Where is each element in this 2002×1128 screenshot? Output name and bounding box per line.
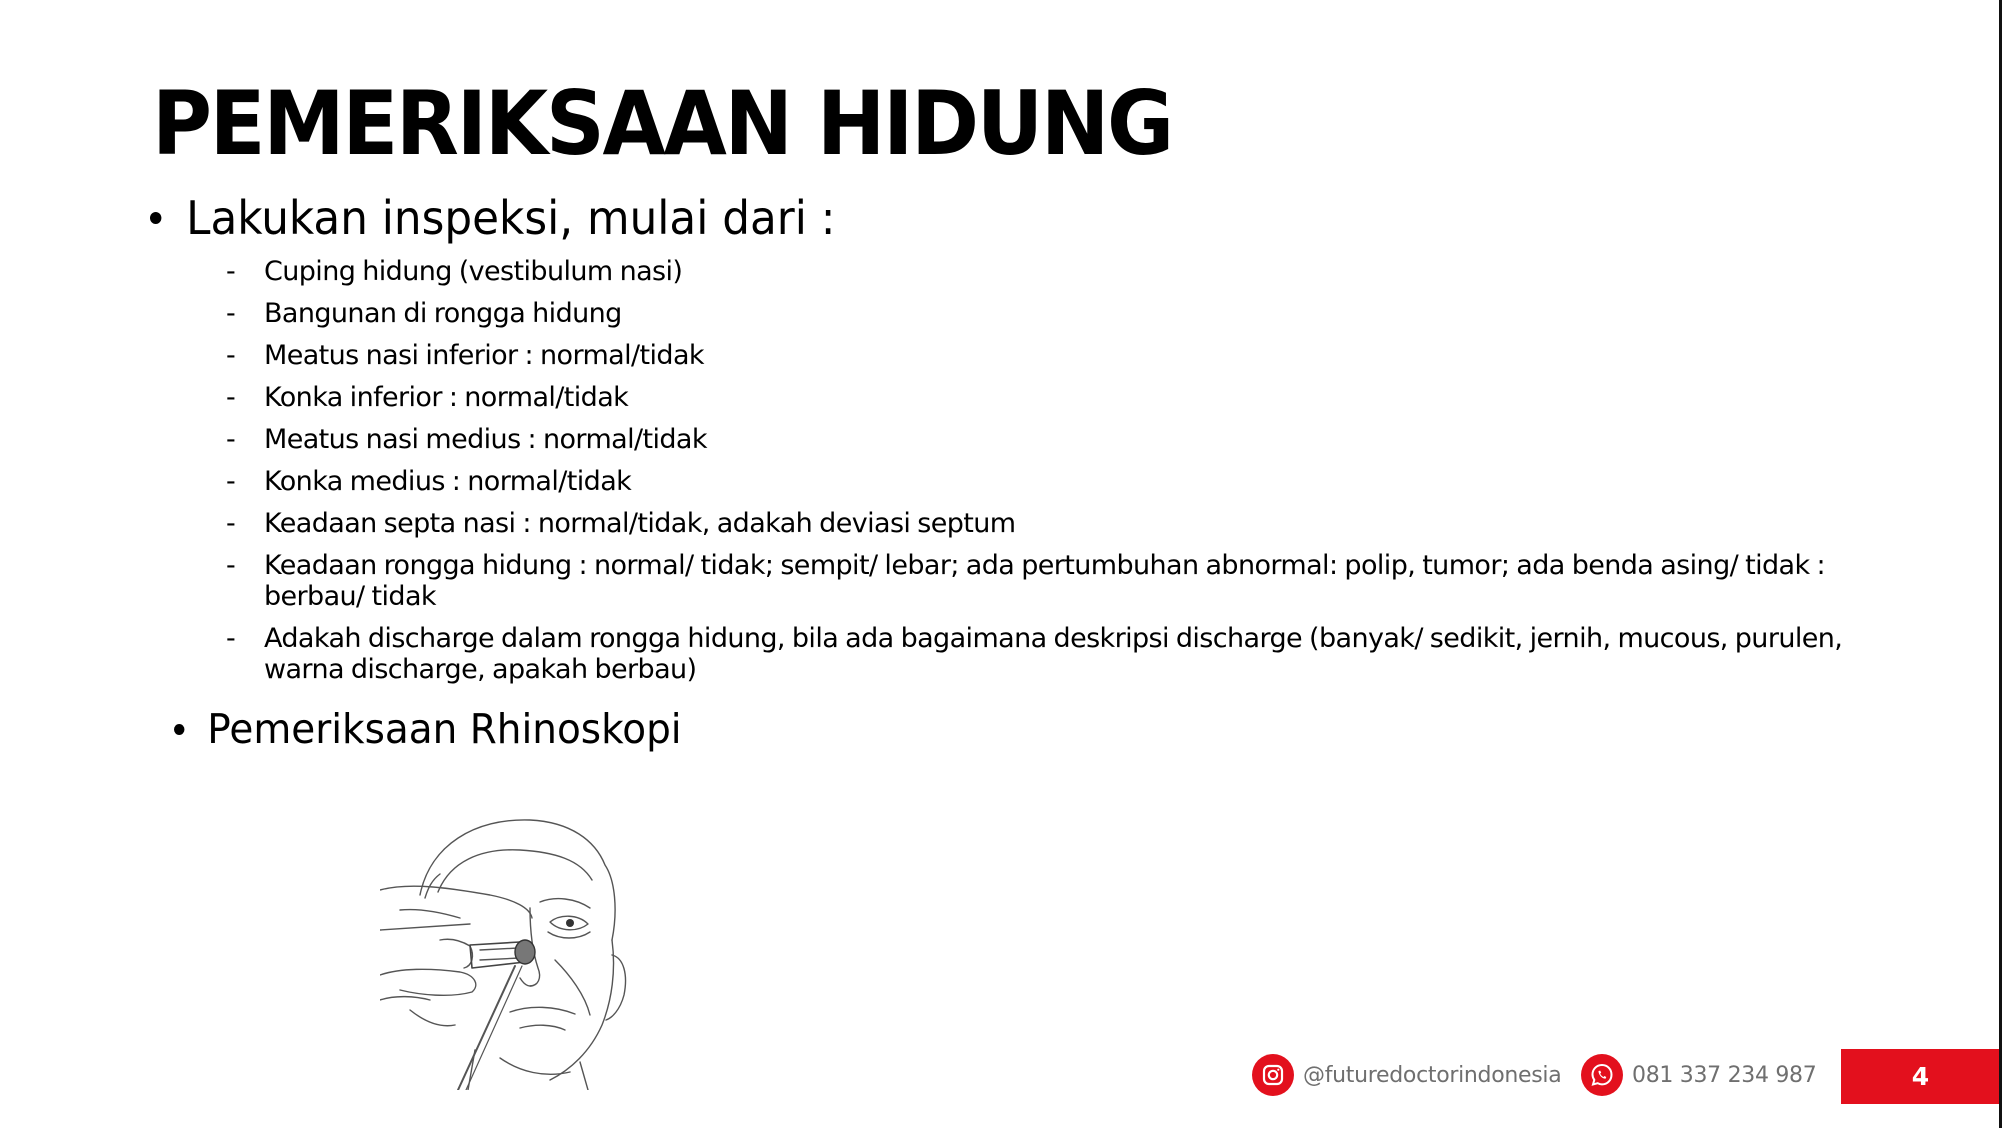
whatsapp-icon bbox=[1581, 1054, 1623, 1096]
sub-item-text: Keadaan rongga hidung : normal/ tidak; sempit/ lebar; ada pertumbuhan abnormal: polip, tumor; ada benda asing/ tidak : berbau/ tidak bbox=[264, 550, 1825, 612]
dash-marker: - bbox=[226, 424, 236, 455]
inspection-sublist bbox=[226, 256, 1846, 696]
sub-item-text: Adakah discharge dalam rongga hidung, bila ada bagaimana deskripsi discharge (banyak/ sedikit, jernih, mucous, purulen, warna discharge, apakah berbau) bbox=[264, 623, 1843, 685]
whatsapp-phone: 081 337 234 987 bbox=[1632, 1062, 1817, 1088]
bullet-label: Pemeriksaan Rhinoskopi bbox=[207, 705, 682, 753]
instagram-link[interactable] bbox=[1252, 1052, 1561, 1098]
sub-item-text: Cuping hidung (vestibulum nasi) bbox=[264, 256, 683, 287]
sub-item bbox=[226, 466, 1846, 497]
instagram-handle: @futuredoctorindonesia bbox=[1303, 1062, 1562, 1088]
sub-item-text: Bangunan di rongga hidung bbox=[264, 298, 622, 329]
sub-item bbox=[226, 256, 1846, 287]
bullet-rhinoscopy bbox=[174, 704, 682, 754]
instagram-icon bbox=[1252, 1054, 1294, 1096]
bullet-label: Lakukan inspeksi, mulai dari : bbox=[186, 191, 836, 245]
rhinoscopy-illustration bbox=[380, 800, 630, 1090]
whatsapp-link[interactable] bbox=[1581, 1052, 1816, 1098]
sub-item bbox=[226, 550, 1846, 612]
sub-item-text: Konka inferior : normal/tidak bbox=[264, 382, 629, 413]
bullet-dot-icon bbox=[150, 212, 161, 224]
dash-marker: - bbox=[226, 298, 236, 329]
dash-marker: - bbox=[226, 508, 236, 539]
sub-item bbox=[226, 424, 1846, 455]
dash-marker: - bbox=[226, 382, 236, 413]
page-number-badge bbox=[1841, 1049, 2000, 1104]
dash-marker: - bbox=[226, 340, 236, 371]
dash-marker: - bbox=[226, 550, 236, 581]
page-number: 4 bbox=[1911, 1062, 1930, 1091]
sub-item bbox=[226, 508, 1846, 539]
sub-item-text: Meatus nasi inferior : normal/tidak bbox=[264, 340, 704, 371]
bullet-inspection bbox=[150, 190, 835, 246]
bullet-dot-icon bbox=[174, 724, 184, 735]
sub-item bbox=[226, 298, 1846, 329]
sub-item-text: Keadaan septa nasi : normal/tidak, adakah deviasi septum bbox=[264, 508, 1016, 539]
sub-item bbox=[226, 340, 1846, 371]
dash-marker: - bbox=[226, 256, 236, 287]
sub-item bbox=[226, 623, 1846, 685]
slide-title: PEMERIKSAAN HIDUNG bbox=[152, 72, 1172, 175]
sub-item-text: Meatus nasi medius : normal/tidak bbox=[264, 424, 707, 455]
dash-marker: - bbox=[226, 623, 236, 654]
sub-item bbox=[226, 382, 1846, 413]
sub-item-text: Konka medius : normal/tidak bbox=[264, 466, 632, 497]
dash-marker: - bbox=[226, 466, 236, 497]
